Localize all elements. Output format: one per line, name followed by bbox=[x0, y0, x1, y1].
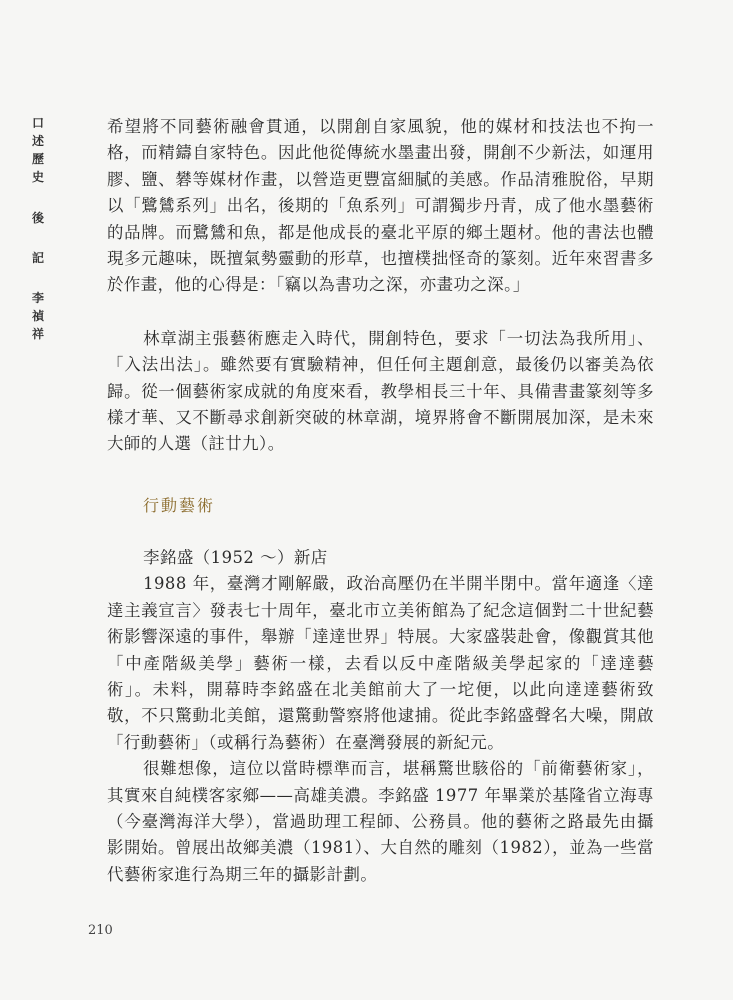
series-title bbox=[30, 115, 46, 187]
section-title bbox=[30, 210, 46, 228]
author-name-char: 李 bbox=[31, 291, 44, 305]
section-title-2 bbox=[30, 250, 46, 268]
artist-name-line: 李銘盛（1952 ～）新店 bbox=[143, 547, 328, 567]
page-body bbox=[107, 114, 654, 888]
paragraph-lin-zhanghu-continued: 希望將不同藝術融會貫通，以開創自家風貌，他的媒材和技法也不拘一格，而精鑄自家特色。因此他從傳統水墨畫出發，開創不少新法，如運用膠、鹽、礬等媒材作畫，以營造更豐富細膩的美感。作品清雅脫俗，早期以「鷺鷥系列」出名，後期的「魚系列」可謂獨步丹青，成了他水墨藝術的品牌。而鷺鷥和魚，都是他成長的臺北平原的鄉土題材。他的書法也體現多元趣味，既擅氣勢靈動的形草，也擅樸拙怪奇的篆刻。近年來習書多於作畫，他的心得是：「竊以為書功之深，亦畫功之深。」 bbox=[107, 117, 654, 295]
paragraph-li-mingsheng-background: 很難想像，這位以當時標準而言，堪稱驚世駭俗的「前衛藝術家」，其實來自純樸客家鄉——高雄美濃。李銘盛 1977 年畢業於基隆省立海專（今臺灣海洋大學），當過助理工程師、公務員。他的藝術之路最先由攝影開始。曾展出故鄉美濃（1981）、大自然的雕刻（1982），並為一些當代藝術家進行為期三年的攝影計劃。 bbox=[107, 759, 654, 884]
series-title-char: 歷 bbox=[31, 152, 44, 166]
section-heading: 行動藝術 bbox=[143, 495, 216, 515]
section-title-char: 記 bbox=[31, 251, 44, 265]
author-name bbox=[30, 290, 46, 344]
section-title-char: 後 bbox=[31, 211, 44, 225]
series-title-char: 述 bbox=[31, 134, 44, 148]
author-name-char: 禎 bbox=[31, 309, 44, 323]
paragraph-li-mingsheng-1988: 1988 年，臺灣才剛解嚴，政治高壓仍在半開半閉中。當年適逢〈達達主義宣言〉發表七十周年，臺北市立美術館為了紀念這個對二十世紀藝術影響深遠的事件，舉辦「達達世界」特展。大家盛裝赴會，像觀賞其他「中產階級美學」藝術一樣，去看以反中產階級美學起家的「達達藝術」。未料，開幕時李銘盛在北美館前大了一坨便，以此向達達藝術致敬，不只驚動北美館，還驚動警察將他逮捕。從此李銘盛聲名大噪，開啟「行動藝術」（或稱行為藝術）在臺灣發展的新紀元。 bbox=[107, 574, 654, 752]
author-name-char: 祥 bbox=[31, 327, 44, 341]
series-title-char: 口 bbox=[31, 116, 44, 130]
paragraph-lin-zhanghu-summary: 林章湖主張藝術應走入時代，開創特色，要求「一切法為我所用」、「入法出法」。雖然要有實驗精神，但任何主題創意，最後仍以審美為依歸。從一個藝術家成就的角度來看，教學相長三十年、具備書畫篆刻等多樣才華、又不斷尋求創新突破的林章湖，境界將會不斷開展加深，是未來大師的人選（註廿九）。 bbox=[107, 328, 654, 454]
series-title-char: 史 bbox=[31, 170, 44, 184]
page-number: 210 bbox=[88, 923, 113, 938]
